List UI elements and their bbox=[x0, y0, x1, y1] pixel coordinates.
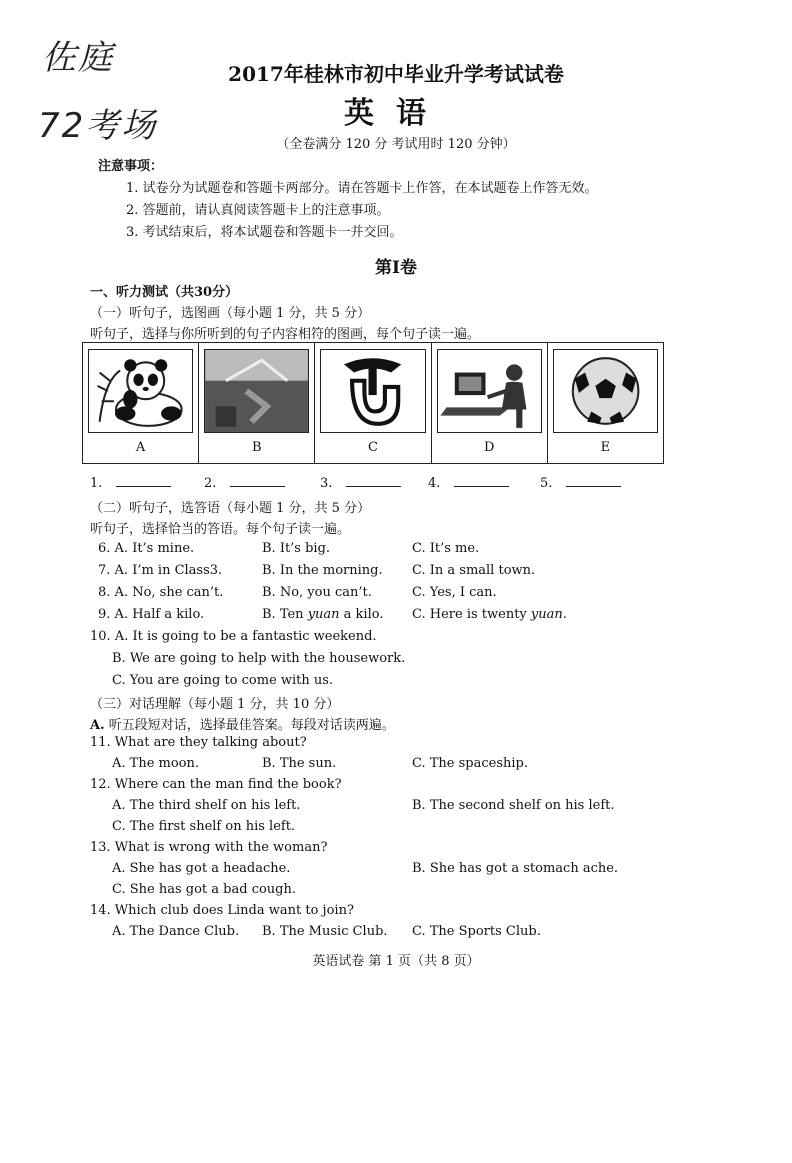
q8-option-c: C. Yes, I can. bbox=[412, 585, 497, 600]
sub3-instruction-text: 听五段短对话，选择最佳答案。每段对话读两遍。 bbox=[104, 718, 395, 733]
blank-number: 1. bbox=[90, 476, 103, 491]
exam-title: 2017年桂林市初中毕业升学考试试卷 bbox=[228, 62, 564, 86]
q14-option-b: B. The Music Club. bbox=[262, 924, 388, 939]
exam-meta: （全卷满分 120 分 考试用时 120 分钟） bbox=[276, 137, 516, 152]
picture-cell-d bbox=[432, 343, 548, 463]
blank-line bbox=[116, 486, 171, 487]
sub2-heading: （二）听句子，选答语（每小题 1 分，共 5 分） bbox=[90, 501, 371, 516]
q9-c-italic: yuan bbox=[530, 607, 563, 622]
q12-stem: 12. Where can the man find the book? bbox=[90, 777, 342, 792]
sub2-instruction: 听句子，选择恰当的答语。每个句子读一遍。 bbox=[90, 522, 351, 537]
q14-option-c: C. The Sports Club. bbox=[412, 924, 541, 939]
note-item-2: 2. 答题前，请认真阅读答题卡上的注意事项。 bbox=[126, 203, 390, 218]
note-item-1: 1. 试卷分为试题卷和答题卡两部分。请在答题卡上作答，在本试题卷上作答无效。 bbox=[126, 181, 598, 196]
q9-c-text: C. Here is twenty bbox=[412, 607, 531, 622]
q13-option-a: A. She has got a headache. bbox=[112, 861, 291, 876]
blank-number: 2. bbox=[204, 476, 217, 491]
construction-photo-icon bbox=[204, 349, 309, 433]
blank-number: 5. bbox=[540, 476, 553, 491]
q7-option-a: 7. A. I’m in Class3. bbox=[98, 563, 223, 578]
q11-option-b: B. The sun. bbox=[262, 756, 337, 771]
blank-number: 3. bbox=[320, 476, 333, 491]
q10-option-c: C. You are going to come with us. bbox=[112, 673, 334, 688]
q11-stem: 11. What are they talking about? bbox=[90, 735, 307, 750]
sub1-heading: （一）听句子，选图画（每小题 1 分，共 5 分） bbox=[90, 306, 371, 321]
q11-option-c: C. The spaceship. bbox=[412, 756, 528, 771]
q6-option-a: 6. A. It’s mine. bbox=[98, 541, 195, 556]
part1-heading: 一、听力测试（共30分） bbox=[90, 285, 239, 300]
computer-user-icon bbox=[437, 349, 542, 433]
q11-option-a: A. The moon. bbox=[112, 756, 200, 771]
q9-b-italic: yuan bbox=[307, 607, 340, 622]
q12-option-b: B. The second shelf on his left. bbox=[412, 798, 615, 813]
picture-label-c: C bbox=[368, 440, 378, 455]
q13-option-c: C. She has got a bad cough. bbox=[112, 882, 296, 897]
exam-subject: 英语 bbox=[344, 96, 448, 131]
panda-icon bbox=[88, 349, 193, 433]
note-item-3: 3. 考试结束后，将本试题卷和答题卡一并交回。 bbox=[126, 225, 403, 240]
sub1-instruction: 听句子，选择与你所听到的句子内容相符的图画，每个句子读一遍。 bbox=[90, 327, 481, 342]
q8-option-a: 8. A. No, she can’t. bbox=[98, 585, 224, 600]
q9-b-text-end: a kilo. bbox=[339, 607, 384, 622]
picture-label-b: B bbox=[252, 440, 262, 455]
q9-b-text: B. Ten bbox=[262, 607, 308, 622]
q10-option-b: B. We are going to help with the housework. bbox=[112, 651, 406, 666]
picture-label-d: D bbox=[483, 440, 495, 455]
q9-option-a: 9. A. Half a kilo. bbox=[98, 607, 205, 622]
blank-line bbox=[566, 486, 621, 487]
notes-heading: 注意事项： bbox=[98, 159, 164, 174]
answer-blank-4[interactable] bbox=[428, 476, 509, 491]
picture-cell-e bbox=[548, 343, 663, 463]
handwritten-name: 佐庭 bbox=[42, 38, 114, 78]
q13-stem: 13. What is wrong with the woman? bbox=[90, 840, 328, 855]
q6-option-c: C. It’s me. bbox=[412, 541, 480, 556]
q13-option-b: B. She has got a stomach ache. bbox=[412, 861, 619, 876]
page-footer: 英语试卷 第 1 页（共 8 页） bbox=[312, 954, 480, 969]
blank-line bbox=[346, 486, 401, 487]
picture-label-a: A bbox=[135, 440, 146, 455]
answer-blank-1[interactable] bbox=[90, 476, 171, 491]
handwritten-room: 72考场 bbox=[38, 106, 158, 146]
answer-blank-2[interactable] bbox=[204, 476, 285, 491]
q9-c-text-end: . bbox=[562, 607, 567, 622]
blank-line bbox=[230, 486, 285, 487]
q14-option-a: A. The Dance Club. bbox=[112, 924, 240, 939]
picture-strip bbox=[82, 342, 664, 464]
picture-cell-a bbox=[83, 343, 199, 463]
q14-stem: 14. Which club does Linda want to join? bbox=[90, 903, 354, 918]
q9-option-b bbox=[262, 607, 383, 622]
volume-heading: 第Ⅰ卷 bbox=[375, 258, 417, 278]
q12-option-c: C. The first shelf on his left. bbox=[112, 819, 296, 834]
picture-cell-c bbox=[315, 343, 431, 463]
q12-option-a: A. The third shelf on his left. bbox=[112, 798, 301, 813]
picture-label-e: E bbox=[600, 440, 611, 455]
blank-line bbox=[454, 486, 509, 487]
picture-cell-b bbox=[199, 343, 315, 463]
answer-blank-3[interactable] bbox=[320, 476, 401, 491]
q6-option-b: B. It’s big. bbox=[262, 541, 331, 556]
soccer-ball-icon bbox=[553, 349, 658, 433]
q7-option-b: B. In the morning. bbox=[262, 563, 383, 578]
q10-option-a: 10. A. It is going to be a fantastic weekend. bbox=[90, 629, 377, 644]
q7-option-c: C. In a small town. bbox=[412, 563, 536, 578]
blank-number: 4. bbox=[428, 476, 441, 491]
logo-icon bbox=[320, 349, 425, 433]
q9-option-c bbox=[412, 607, 567, 622]
sub3-instruction bbox=[90, 714, 395, 733]
q8-option-b: B. No, you can’t. bbox=[262, 585, 372, 600]
sub3-heading: （三）对话理解（每小题 1 分，共 10 分） bbox=[90, 697, 340, 712]
sub3-instruction-label: A. bbox=[90, 718, 105, 733]
answer-blank-5[interactable] bbox=[540, 476, 621, 491]
